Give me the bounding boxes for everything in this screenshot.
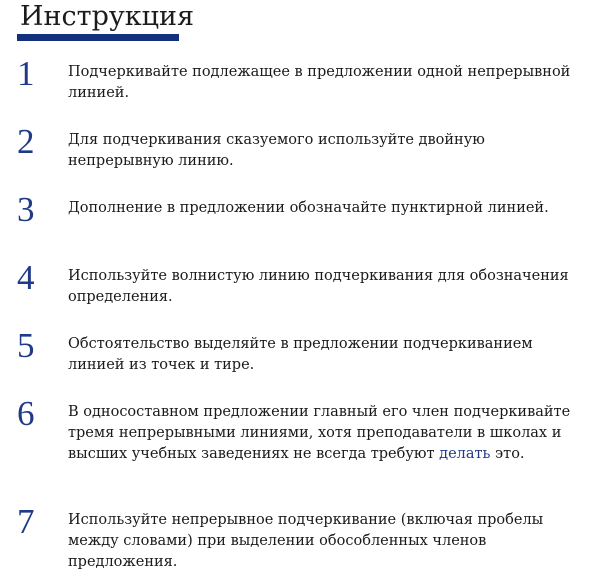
step-text: Подчеркивайте подлежащее в предложении одной непрерывной линией. [68,64,571,101]
page-title: Инструкция [20,1,195,32]
step-number: 6 [17,394,35,433]
list-item [0,326,600,398]
instruction-list [0,54,600,574]
step-number: 3 [17,190,35,229]
step-number: 2 [17,122,35,161]
list-item [0,190,600,262]
step-text: Используйте непрерывное подчеркивание (включая пробелы между словами) при выделении обособленных членов предложения. [68,512,544,570]
title-underline-bar [17,34,179,41]
list-item [0,54,600,126]
step-text: Используйте волнистую линию подчеркивания для обозначения определения. [68,268,569,305]
step-number: 5 [17,326,35,365]
step-text-after-link: это. [490,446,525,462]
step-text: Дополнение в предложении обозначайте пунктирной линией. [68,200,549,216]
step-text: Обстоятельство выделяйте в предложении подчеркиванием линией из точек и тире. [68,336,533,373]
list-item [0,122,600,194]
list-item [0,394,600,506]
step-number: 4 [17,258,35,297]
step-text: Для подчеркивания сказуемого используйте двойную непрерывную линию. [68,132,485,169]
inline-link-delat[interactable]: делать [439,446,491,462]
step-number: 1 [17,54,35,93]
step-number: 7 [17,502,35,541]
list-item [0,258,600,330]
step-text [68,402,580,465]
step-text-before-link: В односоставном предложении главный его член подчеркивайте тремя непрерывными линиями, хотя преподаватели в школах и высших учебных заведениях не всегда требуют [68,404,571,462]
list-item [0,502,600,574]
